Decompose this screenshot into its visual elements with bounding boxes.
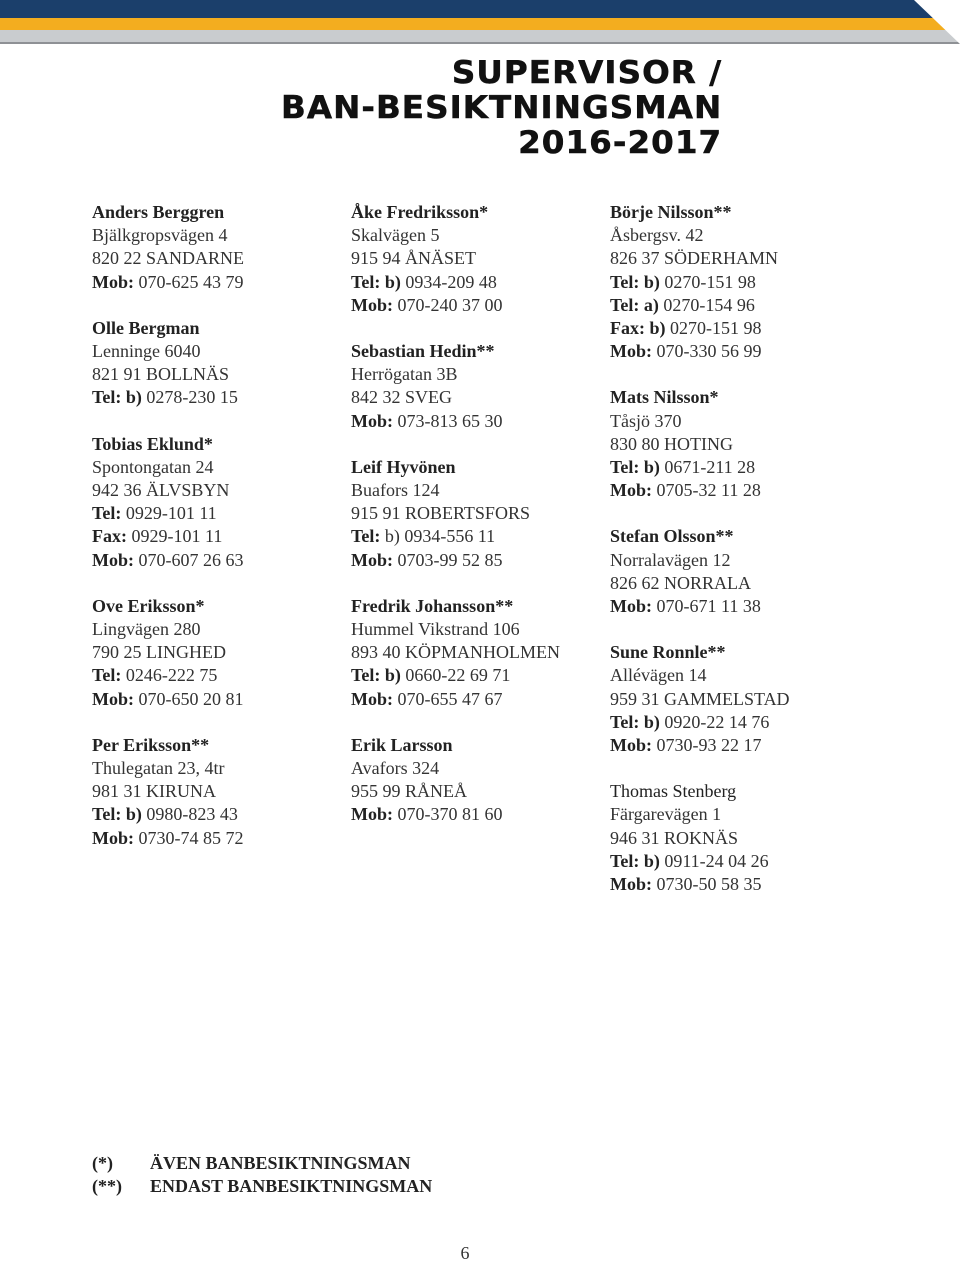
contact-phone-line	[92, 549, 332, 572]
contact-entry	[351, 734, 591, 827]
footnote-text: ÄVEN BANBESIKTNINGSMAN	[150, 1153, 411, 1173]
contact-phone-line	[92, 827, 332, 850]
contact-name: Leif Hyvönen	[351, 456, 456, 477]
contact-value: 070-671 11 38	[656, 596, 761, 617]
contact-address-line	[92, 780, 332, 803]
contact-entry	[92, 433, 332, 572]
contact-label: Tel: b)	[610, 850, 660, 871]
contact-value: 981 31 KIRUNA	[92, 781, 216, 802]
contact-value: Färgarevägen 1	[610, 804, 722, 825]
contact-label: Mob:	[610, 874, 652, 895]
contact-label: Tel: b)	[610, 271, 660, 292]
contact-label: Mob:	[92, 271, 134, 292]
contact-column-1	[92, 201, 332, 873]
contact-value: 0730-74 85 72	[138, 827, 244, 848]
contact-phone-line	[610, 595, 930, 618]
contact-name: Fredrik Johansson**	[351, 595, 514, 616]
contact-name: Per Eriksson**	[92, 734, 210, 755]
contact-entry	[92, 201, 332, 294]
contact-value: 893 40 KÖPMANHOLMEN	[351, 642, 561, 663]
contact-address-line	[610, 247, 930, 270]
contact-value: 826 37 SÖDERHAMN	[610, 248, 779, 269]
contact-value: 826 62 NORRALA	[610, 572, 752, 593]
contact-entry	[92, 734, 332, 850]
contact-value: 070-625 43 79	[138, 271, 244, 292]
contact-phone-line	[610, 294, 930, 317]
contact-value: Lenninge 6040	[92, 341, 201, 362]
contact-value: Allévägen 14	[610, 665, 707, 686]
contact-value: 0246-222 75	[125, 665, 218, 686]
contact-value: Norralavägen 12	[610, 549, 731, 570]
contact-phone-line	[92, 502, 332, 525]
gold-band	[0, 18, 960, 30]
contact-label: Tel:	[92, 503, 122, 524]
contact-value: 0730-50 58 35	[656, 874, 762, 895]
contact-name: Börje Nilsson**	[610, 202, 732, 222]
contact-label: Tel: b)	[92, 387, 142, 408]
contact-label: Tel: b)	[351, 665, 401, 686]
corner-cut	[914, 0, 960, 44]
contact-value: 0270-154 96	[663, 294, 755, 315]
contact-value: 073-813 65 30	[397, 410, 503, 431]
contact-column-3	[610, 201, 930, 919]
contact-phone-line	[610, 456, 930, 479]
contact-entry	[92, 595, 332, 711]
contact-phone-line	[351, 410, 591, 433]
contact-value: 915 91 ROBERTSFORS	[351, 503, 530, 524]
contact-value: Buafors 124	[351, 480, 440, 501]
contact-value: 820 22 SANDARNE	[92, 248, 245, 269]
contact-value: 070-607 26 63	[138, 549, 244, 570]
contact-label: Fax:	[92, 526, 127, 547]
contact-phone-line	[92, 271, 332, 294]
grey-band	[0, 30, 960, 42]
contact-value: Thulegatan 23, 4tr	[92, 758, 225, 779]
contact-name: Erik Larsson	[351, 734, 453, 755]
contact-label: Tel:	[351, 526, 381, 547]
contact-value: 959 31 GAMMELSTAD	[610, 688, 790, 709]
contact-entry	[351, 201, 591, 317]
contact-name: Thomas Stenberg	[610, 781, 737, 802]
navy-band	[0, 0, 960, 18]
contact-address-line	[92, 340, 332, 363]
contact-value: 0270-151 98	[670, 318, 762, 339]
contact-label: Mob:	[351, 410, 393, 431]
contact-value: 830 80 HOTING	[610, 433, 733, 454]
footnote	[92, 1175, 432, 1198]
footnote-text: ENDAST BANBESIKTNINGSMAN	[150, 1176, 433, 1196]
contact-value: 0980-823 43	[146, 804, 238, 825]
contact-address-line	[610, 433, 930, 456]
header-color-bands	[0, 0, 960, 44]
contact-label: Mob:	[610, 341, 652, 362]
contact-entry	[610, 641, 930, 757]
contact-address-line	[610, 688, 930, 711]
contact-address-line	[92, 456, 332, 479]
contact-name: Sebastian Hedin**	[351, 341, 495, 362]
contact-value: Tåsjö 370	[610, 410, 682, 431]
contact-address-line	[351, 780, 591, 803]
contact-value: Herrögatan 3B	[351, 364, 458, 385]
contact-name: Mats Nilsson*	[610, 387, 719, 408]
footnote-symbol: (**)	[92, 1176, 122, 1196]
contact-address-line	[610, 410, 930, 433]
contact-value: 070-240 37 00	[397, 294, 503, 315]
contact-value: 942 36 ÄLVSBYN	[92, 480, 230, 501]
contact-value: 0278-230 15	[146, 387, 238, 408]
contact-phone-line	[92, 386, 332, 409]
contact-label: Mob:	[92, 688, 134, 709]
contact-phone-line	[92, 664, 332, 687]
contact-entry	[610, 780, 930, 896]
title-line: 2016-2017	[517, 125, 722, 161]
contact-entry	[610, 386, 930, 502]
contact-name: Stefan Olsson**	[610, 526, 734, 547]
contact-address-line	[92, 641, 332, 664]
contact-label: Tel:	[92, 665, 122, 686]
contact-value: Bjälkgropsvägen 4	[92, 225, 228, 246]
contact-value: 0929-101 11	[131, 526, 223, 547]
contact-label: Mob:	[610, 480, 652, 501]
contact-address-line	[351, 479, 591, 502]
contact-address-line	[92, 618, 332, 641]
contact-address-line	[610, 664, 930, 687]
contact-value: 790 25 LINGHED	[92, 642, 226, 663]
contact-value: Lingvägen 280	[92, 619, 201, 640]
contact-label: Mob:	[351, 804, 393, 825]
contact-label: Mob:	[351, 688, 393, 709]
contact-name: Olle Bergman	[92, 317, 200, 338]
contact-phone-line	[92, 525, 332, 548]
contact-phone-line	[92, 803, 332, 826]
contact-value: 0703-99 52 85	[397, 549, 503, 570]
contact-phone-line	[351, 664, 591, 687]
contact-phone-line	[610, 317, 930, 340]
title-line: SUPERVISOR /	[451, 55, 722, 91]
contact-value: 946 31 ROKNÄS	[610, 827, 739, 848]
contact-value: 915 94 ÅNÄSET	[351, 248, 476, 269]
contact-value: Spontongatan 24	[92, 456, 214, 477]
footnote-symbol: (*)	[92, 1153, 113, 1173]
contact-phone-line	[610, 271, 930, 294]
page-title	[281, 56, 722, 161]
contact-label: Tel: b)	[610, 457, 660, 478]
contact-address-line	[92, 247, 332, 270]
contact-phone-line	[351, 688, 591, 711]
contact-address-line	[351, 757, 591, 780]
contact-entry	[610, 525, 930, 618]
contact-label: Mob:	[610, 735, 652, 756]
contact-label: Tel: b)	[351, 271, 401, 292]
contact-name: Tobias Eklund*	[92, 433, 213, 454]
contact-value: Skalvägen 5	[351, 225, 440, 246]
contact-value: 0671-211 28	[664, 457, 756, 478]
contact-phone-line	[351, 549, 591, 572]
contact-phone-line	[351, 294, 591, 317]
contact-phone-line	[610, 711, 930, 734]
contact-phone-line	[610, 873, 930, 896]
contact-label: Tel: b)	[92, 804, 142, 825]
contact-value: b) 0934-556 11	[384, 526, 496, 547]
contact-address-line	[610, 803, 930, 826]
footnote	[92, 1152, 432, 1175]
contact-address-line	[351, 502, 591, 525]
contact-value: 0929-101 11	[125, 503, 217, 524]
contact-value: Hummel Vikstrand 106	[351, 619, 520, 640]
contact-address-line	[610, 827, 930, 850]
contact-value: 070-330 56 99	[656, 341, 762, 362]
contact-value: 0911-24 04 26	[664, 850, 769, 871]
contact-address-line	[610, 224, 930, 247]
contact-label: Mob:	[92, 827, 134, 848]
contact-address-line	[92, 224, 332, 247]
contact-name: Åke Fredriksson*	[351, 202, 489, 222]
contact-label: Mob:	[610, 596, 652, 617]
contact-address-line	[92, 479, 332, 502]
contact-address-line	[351, 224, 591, 247]
footnotes	[92, 1152, 432, 1198]
contact-value: 821 91 BOLLNÄS	[92, 364, 230, 385]
title-line: BAN-BESIKTNINGSMAN	[280, 90, 722, 126]
contact-entry	[351, 340, 591, 433]
contact-value: 0934-209 48	[405, 271, 497, 292]
contact-label: Mob:	[92, 549, 134, 570]
contact-label: Tel: b)	[610, 711, 660, 732]
contact-address-line	[351, 363, 591, 386]
contact-label: Tel: a)	[610, 294, 659, 315]
contact-address-line	[351, 247, 591, 270]
contact-value: 0730-93 22 17	[656, 735, 762, 756]
contact-label: Fax: b)	[610, 318, 666, 339]
contact-name: Anders Berggren	[92, 202, 225, 222]
contact-phone-line	[92, 688, 332, 711]
contact-column-2	[351, 201, 591, 850]
contact-address-line	[351, 641, 591, 664]
contact-value: 0920-22 14 76	[664, 711, 770, 732]
contact-entry	[351, 595, 591, 711]
contact-label: Mob:	[351, 294, 393, 315]
contact-phone-line	[610, 479, 930, 502]
contact-value: 842 32 SVEG	[351, 387, 453, 408]
contact-address-line	[92, 363, 332, 386]
contact-value: 0705-32 11 28	[656, 480, 761, 501]
contact-value: 0270-151 98	[664, 271, 756, 292]
contact-phone-line	[351, 271, 591, 294]
contact-entry	[351, 456, 591, 572]
contact-value: 070-650 20 81	[138, 688, 244, 709]
page-number: 6	[460, 1243, 470, 1263]
contact-value: 0660-22 69 71	[405, 665, 511, 686]
contact-phone-line	[351, 525, 591, 548]
contact-value: 955 99 RÅNEÅ	[351, 781, 467, 802]
contact-value: Åsbergsv. 42	[610, 225, 704, 246]
contact-phone-line	[610, 734, 930, 757]
contact-name: Sune Ronnle**	[610, 642, 726, 663]
contact-address-line	[351, 618, 591, 641]
contact-value: Avafors 324	[351, 758, 440, 779]
contact-name: Ove Eriksson*	[92, 595, 205, 616]
contact-address-line	[610, 572, 930, 595]
contact-address-line	[92, 757, 332, 780]
contact-value: 070-370 81 60	[397, 804, 503, 825]
contact-phone-line	[610, 340, 930, 363]
grey-band-shadow	[0, 42, 960, 44]
contact-phone-line	[610, 850, 930, 873]
contact-address-line	[610, 549, 930, 572]
contact-phone-line	[351, 803, 591, 826]
contact-entry	[92, 317, 332, 410]
contact-entry	[610, 201, 930, 363]
contact-label: Mob:	[351, 549, 393, 570]
contact-value: 070-655 47 67	[397, 688, 503, 709]
contact-address-line	[351, 386, 591, 409]
